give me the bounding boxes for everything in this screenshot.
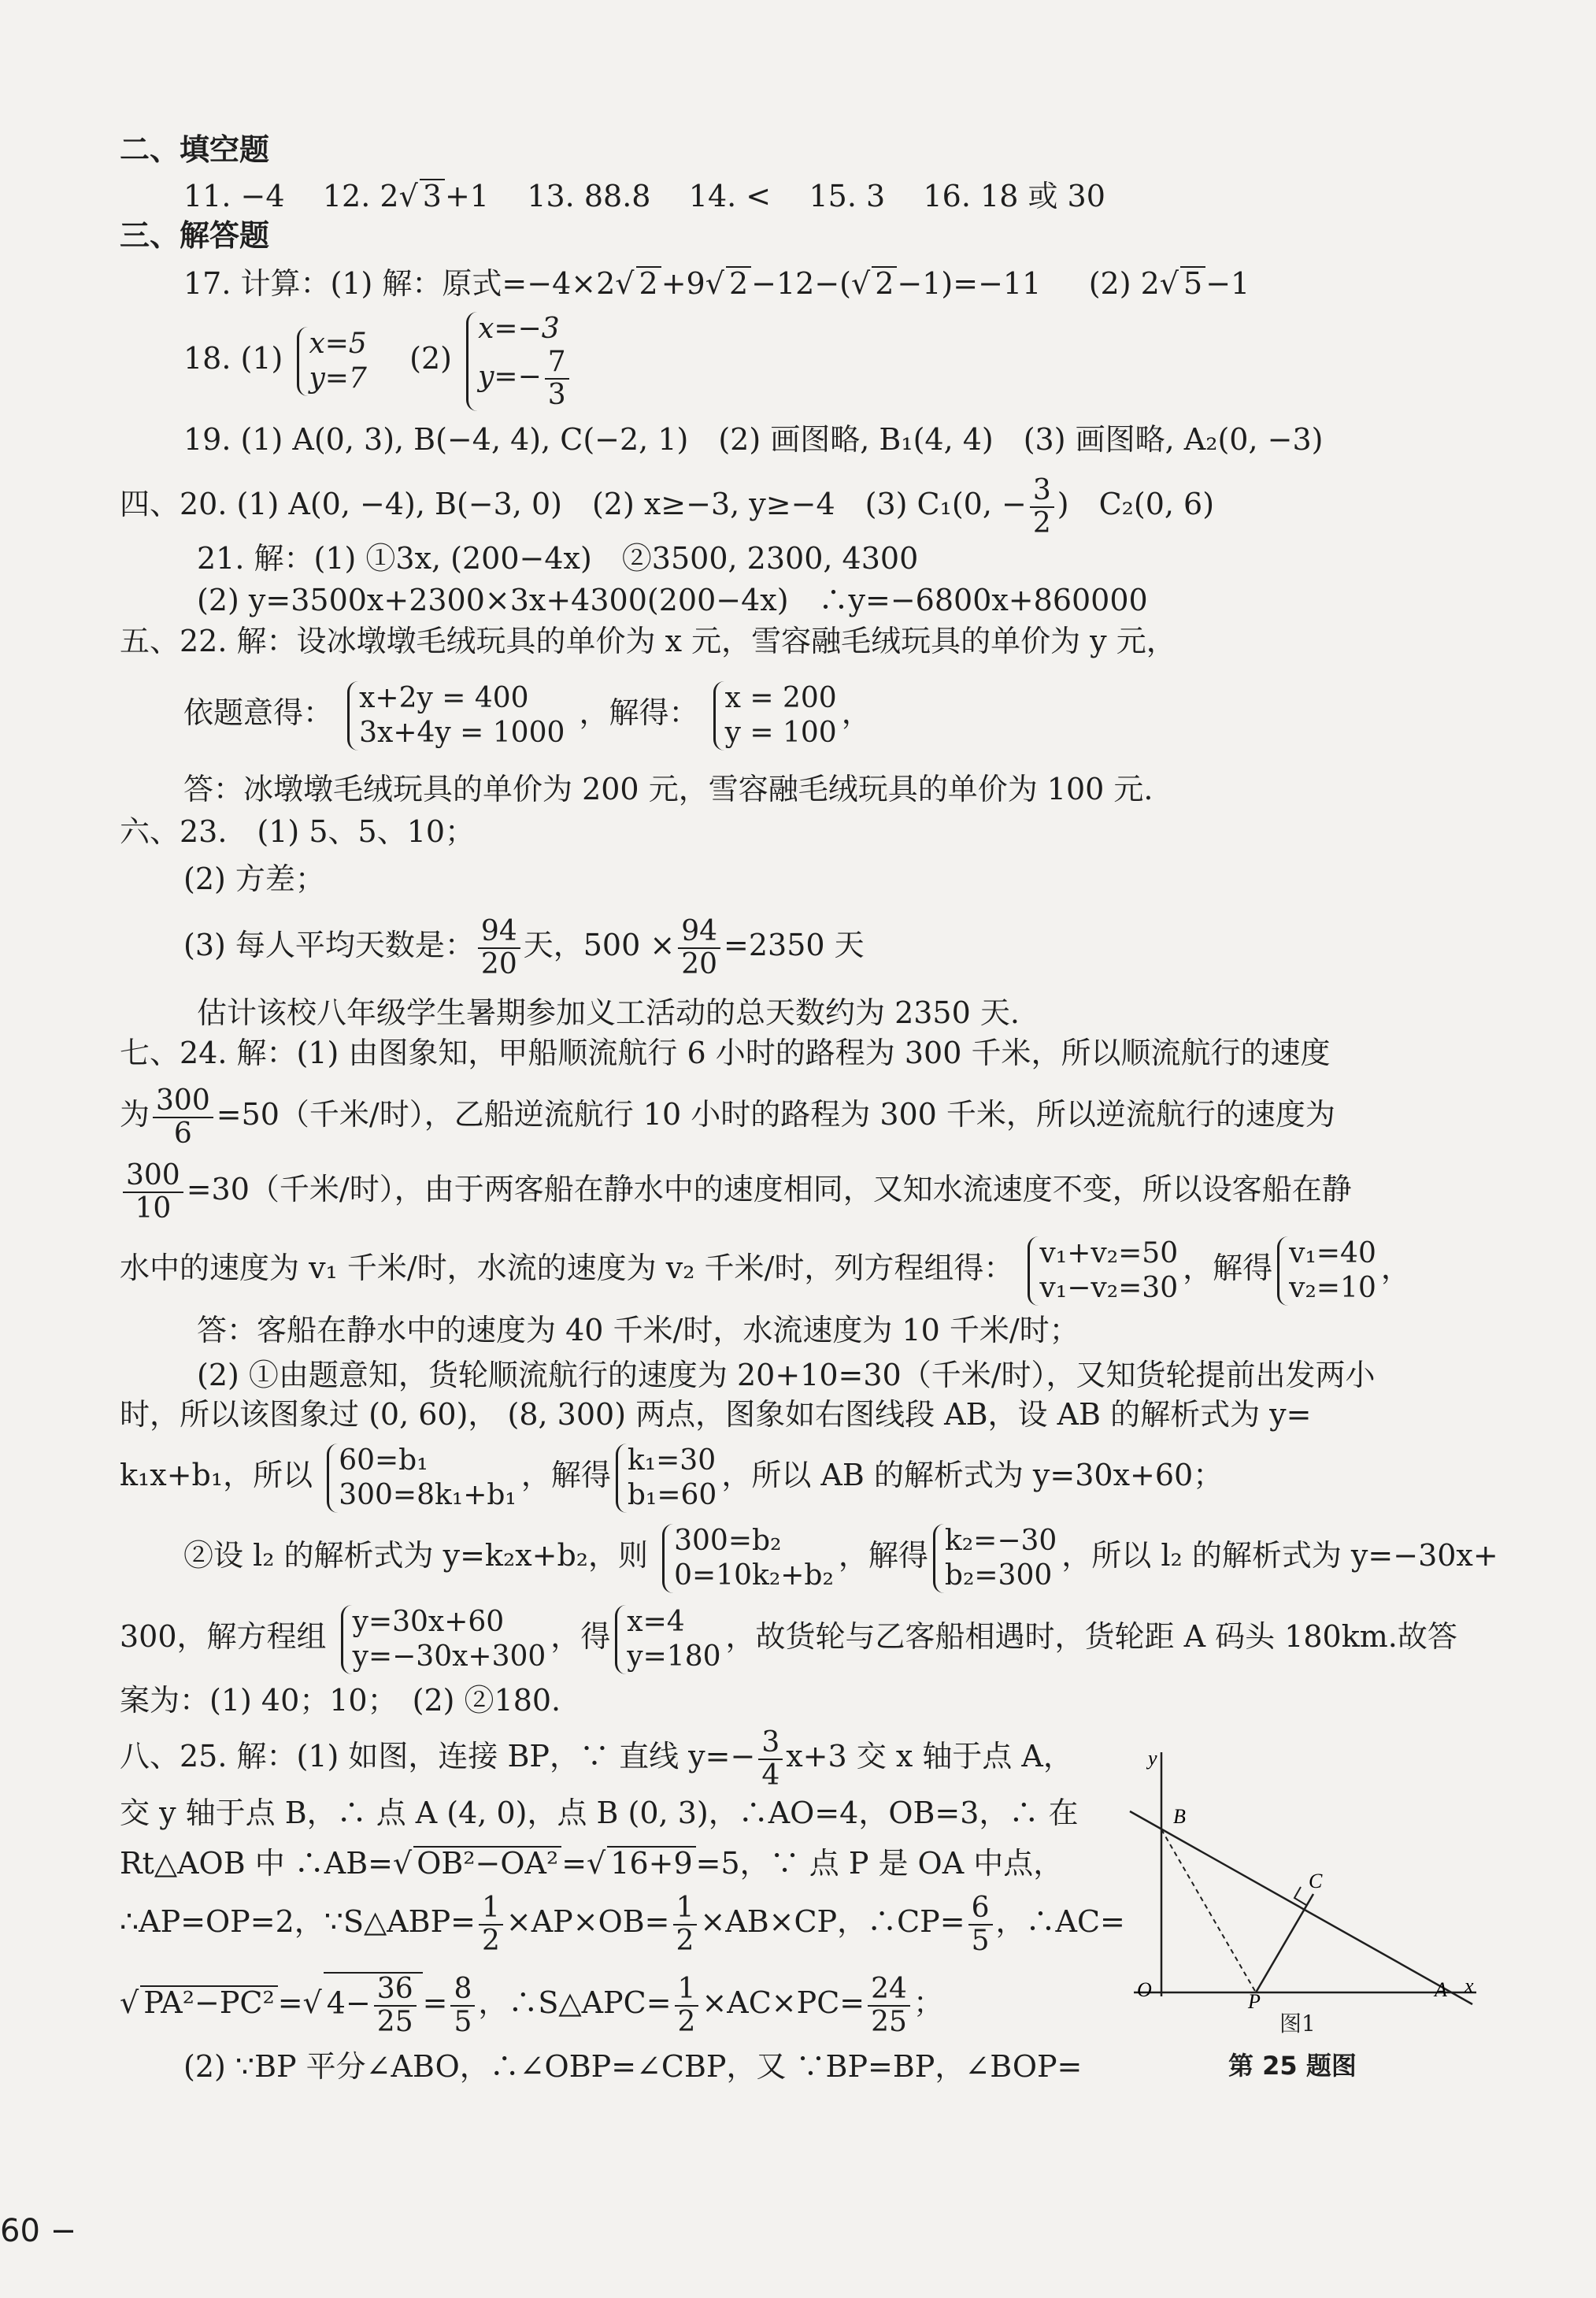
- question-21-part1: 21. 解：(1) ①3x, (200−4x) ②3500, 2300, 4300: [197, 541, 919, 576]
- question-24-line3: $\frac{300}{10}$ =30（千米/时），由于两客船在静水中的速度相同，又知水流速度不变，所以设客船在静: [120, 1154, 1352, 1225]
- answer-12: 12. 2√ 3 +1: [322, 179, 489, 213]
- question-25-line1: 八、25. 解：(1) 如图，连接 BP，∵ 直线 y=− $\frac{3}{4}$ x+3 交 x 轴于点 A，: [120, 1725, 1073, 1792]
- question-19: 19. (1) A(0, 3), B(−4, 4), C(−2, 1) (2) 画图略, B₁(4, 4) (3) 画图略, A₂(0, −3): [183, 422, 1324, 457]
- fig-label-c: C: [1309, 1870, 1323, 1892]
- question-25-line5: √ PA²−PC² =√ 4− $\frac{36}{25}$ = $\frac{8}{5}$ ，∴S△APC= $\frac{1}{2}$ ×AC×PC= $\frac{24}{25}$ ；: [120, 1972, 943, 2038]
- question-25-line2: 交 y 轴于点 B，∴ 点 A (4, 0)，点 B (0, 3)，∴AO=4，OB=3，∴ 在: [120, 1796, 1079, 1830]
- question-24-line2: 为 $\frac{300}{6}$ =50（千米/时），乙船逆流航行 10 小时的路程为 300 千米，所以逆流航行的速度为: [120, 1084, 1335, 1150]
- question-24-line11: 案为：(1) 40；10； (2) ②180.: [120, 1683, 561, 1718]
- question-24-line4: 水中的速度为 v₁ 千米/时，水流的速度为 v₂ 千米/时，列方程组得： v₁+v₂=50 v₁−v₂=30 ，解得 v₁=40 v₂=10 ，: [120, 1236, 1411, 1304]
- question-20: 四、20. (1) A(0, −4), B(−3, 0) (2) x≥−3, y≥−4 (3) C₁(0, − $\frac{3}{2}$ ) C₂(0, 6): [120, 473, 1215, 539]
- question-22-system: 依题意得： x+2y = 400 3x+4y = 1000 ，解得： x = 200 y = 100 ，: [183, 681, 872, 749]
- page-number: 60 −: [0, 2213, 77, 2249]
- answer-11: 11. −4: [183, 179, 285, 213]
- question-23-part2: (2) 方差；: [183, 862, 325, 896]
- question-25-line6: (2) ∵BP 平分∠ABO，∴∠OBP=∠CBP，又 ∵BP=BP，∠BOP=: [183, 2049, 1083, 2084]
- fig-label-p: P: [1248, 1990, 1261, 2013]
- question-24-line6: (2) ①由题意知，货轮顺流航行的速度为 20+10=30（千米/时），又知货轮提前出发两小: [197, 1358, 1376, 1392]
- question-17: 17. 计算：(1) 解：原式=−4×2√ 2 +9√ 2 −12−(√ 2 −1)=−11 (2) 2√ 5 −1: [183, 266, 1250, 301]
- fig-label-b: B: [1173, 1805, 1186, 1828]
- segment-bp: [1161, 1829, 1256, 1992]
- question-22-intro: 五、22. 解：设冰墩墩毛绒玩具的单价为 x 元，雪容融毛绒玩具的单价为 y 元，: [120, 624, 1176, 658]
- question-24-line10: 300，解方程组 y=30x+60 y=−30x+300 ，得 x=4 y=180 ，故货轮与乙客船相遇时，货轮距 A 码头 180km.故答: [120, 1605, 1457, 1673]
- question-22-answer: 答：冰墩墩毛绒玩具的单价为 200 元，雪容融毛绒玩具的单价为 100 元.: [183, 772, 1153, 806]
- question-24-line7: 时，所以该图象过 (0, 60)， (8, 300) 两点，图象如右图线段 AB，设 AB 的解析式为 y=: [120, 1397, 1312, 1432]
- question-24-line9: ②设 l₂ 的解析式为 y=k₂x+b₂，则 300=b₂ 0=10k₂+b₂ ，解得 k₂=−30 b₂=300 ，所以 l₂ 的解析式为 y=−30x+: [183, 1524, 1498, 1592]
- figure-caption: 第 25 题图: [1228, 2051, 1357, 2081]
- question-23-estimate: 估计该校八年级学生暑期参加义工活动的总天数约为 2350 天.: [197, 995, 1020, 1030]
- figure-subcaption: 图1: [1279, 2011, 1316, 2037]
- fill-answers-row: [183, 177, 1105, 215]
- question-24-line8: k₁x+b₁，所以 60=b₁ 300=8k₁+b₁ ，解得 k₁=30 b₁=60 ，所以 AB 的解析式为 y=30x+60；: [120, 1444, 1224, 1511]
- question-23-part3: (3) 每人平均天数是： $\frac{94}{20}$ 天，500 × $\frac{94}{20}$ =2350 天: [183, 914, 865, 980]
- answer-16: 16. 18 或 30: [923, 179, 1105, 213]
- fig-label-a: A: [1435, 1978, 1447, 2001]
- question-25-line4: ∴AP=OP=2，∵S△ABP= $\frac{1}{2}$ ×AP×OB= $\frac{1}{2}$ ×AB×CP，∴CP= $\frac{6}{5}$ ，∴AC=: [120, 1891, 1125, 1957]
- fig-label-x: x: [1465, 1974, 1474, 1997]
- answer-15: 15. 3: [809, 179, 886, 213]
- question-18: 18. (1) x=5 y=7 (2) x=−3 y=− $\frac{7}{3}$: [183, 307, 577, 410]
- answer-13: 13. 88.8: [527, 179, 651, 213]
- fig-label-y: y: [1148, 1747, 1157, 1770]
- question-24-line1: 七、24. 解：(1) 由图象知，甲船顺流航行 6 小时的路程为 300 千米，所以顺流航行的速度: [120, 1036, 1331, 1070]
- right-angle-mark: [1294, 1887, 1306, 1905]
- question-21-part2: (2) y=3500x+2300×3x+4300(200−4x) ∴y=−6800x+860000: [197, 583, 1148, 617]
- segment-pc: [1256, 1894, 1313, 1992]
- line-ab: [1130, 1811, 1472, 2004]
- question-24-answer: 答：客船在静水中的速度为 40 千米/时，水流速度为 10 千米/时；: [197, 1313, 1079, 1347]
- question-23-part1: 六、23. (1) 5、5、10；: [120, 814, 476, 849]
- section-title-fill: 二、填空题: [120, 132, 270, 167]
- answer-14: 14. <: [688, 179, 772, 213]
- section-title-solve: 三、解答题: [120, 218, 270, 253]
- question-25-line3: Rt△AOB 中 ∴AB=√ OB²−OA² =√ 16+9 =5，∵ 点 P 是 OA 中点，: [120, 1846, 1064, 1881]
- fig-label-o: O: [1137, 1978, 1152, 2001]
